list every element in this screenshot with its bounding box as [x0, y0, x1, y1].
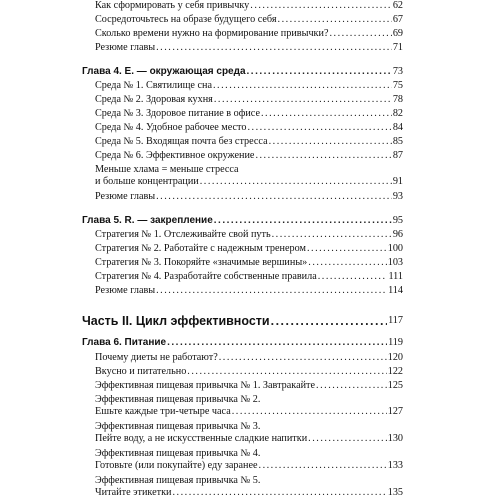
toc-entry-title: Резюме главы [95, 285, 156, 296]
toc-dot-leader [219, 352, 387, 363]
toc-entry-title: Резюме главы [95, 191, 156, 202]
toc-entry-title: Среда № 4. Удобное рабочее место [95, 122, 247, 133]
toc-entry [95, 0, 403, 11]
toc-chapter-heading [82, 215, 403, 226]
toc-entry-title: Эффективная пищевая привычка № 1. Завтракайте [95, 380, 316, 391]
toc-entry [95, 28, 403, 39]
toc-entry-page: 78 [392, 94, 403, 105]
toc-entry-title: Стратегия № 1. Отслеживайте свой путь [95, 229, 271, 240]
toc-entry [95, 176, 403, 187]
toc-entry-page: 103 [387, 257, 403, 268]
toc-entry-page: 127 [387, 406, 403, 417]
toc-entry-title: Среда № 2. Здоровая кухня [95, 94, 213, 105]
toc-dot-leader [250, 0, 392, 11]
toc-dot-leader [269, 136, 392, 147]
toc-dot-leader [214, 215, 392, 226]
toc-chapter-heading [82, 337, 403, 348]
toc-entry [95, 433, 403, 444]
toc-entry [95, 460, 403, 471]
toc-dot-leader [213, 80, 392, 91]
toc-entry-page: 117 [388, 315, 403, 326]
toc-entry [95, 271, 403, 282]
toc-entry [95, 150, 403, 161]
toc-entry [95, 191, 403, 202]
toc-dot-leader [187, 366, 386, 377]
toc-dot-leader [272, 229, 392, 240]
toc-chapter-title: Глава 5. R. — закрепление [82, 215, 213, 226]
toc-dot-leader [200, 176, 392, 187]
toc-entry-page: 84 [392, 122, 403, 133]
toc-entry [95, 352, 403, 363]
toc-entry [95, 42, 403, 53]
toc-entry-title: Среда № 1. Святилище сна [95, 80, 212, 91]
toc-entry [95, 80, 403, 91]
toc-part-heading [82, 314, 403, 328]
toc-entry [95, 243, 403, 254]
toc-entry-page: 75 [392, 80, 403, 91]
toc-entry-title: Как сформировать у себя привычку [95, 0, 250, 11]
toc-dot-leader [316, 380, 387, 391]
toc-dot-leader [308, 433, 387, 444]
toc-entry [95, 122, 403, 133]
toc-entry-page: 135 [387, 487, 403, 498]
toc-entry-page: 69 [392, 28, 403, 39]
toc-entry-first-line: Эффективная пищевая привычка № 3. [95, 421, 261, 432]
toc-entry-title: Сосредоточьтесь на образе будущего себя [95, 14, 277, 25]
toc-entry-page: 100 [387, 243, 403, 254]
toc-dot-leader [247, 122, 391, 133]
toc-entry-page: 122 [387, 366, 403, 377]
toc-entry [95, 380, 403, 391]
toc-part-title: Часть II. Цикл эффективности [82, 314, 270, 328]
toc-dot-leader [156, 191, 392, 202]
toc-entry-page: 62 [392, 0, 403, 11]
toc-dot-leader [259, 460, 387, 471]
toc-dot-leader [308, 257, 386, 268]
toc-entry-page: 85 [392, 136, 403, 147]
toc-entry [95, 487, 403, 498]
toc-dot-leader [330, 28, 392, 39]
toc-entry-first-line: Эффективная пищевая привычка № 2. [95, 394, 261, 405]
toc-dot-leader [255, 150, 391, 161]
toc-entry [95, 406, 403, 417]
toc-entry-title: Среда № 5. Входящая почта без стресса [95, 136, 268, 147]
toc-dot-leader [214, 94, 392, 105]
toc-dot-leader [261, 108, 392, 119]
toc-entry-title: Готовьте (или покупайте) еду заранее [95, 460, 258, 471]
toc-entry-title: Пейте воду, а не искусственные сладкие напитки [95, 433, 308, 444]
toc-entry [95, 229, 403, 240]
toc-entry-page: 133 [387, 460, 403, 471]
toc-entry-page: 114 [388, 285, 403, 296]
toc-entry-page: 119 [388, 337, 403, 348]
toc-chapter-heading [82, 66, 403, 77]
toc-chapter-title: Глава 4. E. — окружающая среда [82, 66, 246, 77]
toc-entry-page: 91 [392, 176, 403, 187]
toc-entry-page: 73 [392, 66, 403, 77]
toc-entry-title: и больше концентрации [95, 176, 199, 187]
toc-dot-leader [173, 487, 387, 498]
toc-entry [95, 366, 403, 377]
toc-entry [95, 257, 403, 268]
toc-entry-page: 87 [392, 150, 403, 161]
toc-entry [95, 136, 403, 147]
toc-entry-page: 82 [392, 108, 403, 119]
toc-entry-first-line: Эффективная пищевая привычка № 4. [95, 448, 261, 459]
toc-entry-title: Читайте этикетки [95, 487, 172, 498]
toc-entry-title: Стратегия № 4. Разработайте собственные правила [95, 271, 317, 282]
toc-dot-leader [278, 14, 392, 25]
toc-entry-title: Сколько времени нужно на формирование привычки? [95, 28, 329, 39]
toc-entry-page: 71 [392, 42, 403, 53]
toc-entry [95, 285, 403, 296]
toc-entry-title: Вкусно и питательно [95, 366, 187, 377]
toc-entry-first-line: Эффективная пищевая привычка № 5. [95, 475, 261, 486]
toc-entry-page: 96 [392, 229, 403, 240]
toc-entry-page: 130 [387, 433, 403, 444]
toc-dot-leader [271, 314, 388, 328]
toc-entry [95, 94, 403, 105]
toc-entry-page: 95 [392, 215, 403, 226]
toc-entry-title: Стратегия № 3. Покоряйте «значимые вершины» [95, 257, 308, 268]
toc-entry-title: Среда № 3. Здоровое питание в офисе [95, 108, 260, 119]
toc-chapter-title: Глава 6. Питание [82, 337, 167, 348]
toc-entry-title: Среда № 6. Эффективное окружение [95, 150, 255, 161]
toc-dot-leader [247, 66, 392, 77]
toc-entry-first-line: Меньше хлама = меньше стресса [95, 164, 239, 175]
toc-entry-title: Резюме главы [95, 42, 156, 53]
toc-entry-title: Ешьте каждые три-четыре часа [95, 406, 231, 417]
toc-dot-leader [307, 243, 387, 254]
toc-dot-leader [232, 406, 387, 417]
toc-entry-title: Почему диеты не работают? [95, 352, 218, 363]
toc-dot-leader [167, 337, 387, 348]
toc-dot-leader [156, 42, 392, 53]
toc-entry-page: 125 [387, 380, 403, 391]
toc-entry [95, 108, 403, 119]
toc-entry [95, 14, 403, 25]
toc-entry-page: 120 [387, 352, 403, 363]
toc-entry-page: 93 [392, 191, 403, 202]
toc-dot-leader [156, 285, 387, 296]
toc-dot-leader [318, 271, 388, 282]
toc-entry-page: 111 [388, 271, 403, 282]
toc-entry-title: Стратегия № 2. Работайте с надежным тренером [95, 243, 306, 254]
toc-entry-page: 67 [392, 14, 403, 25]
